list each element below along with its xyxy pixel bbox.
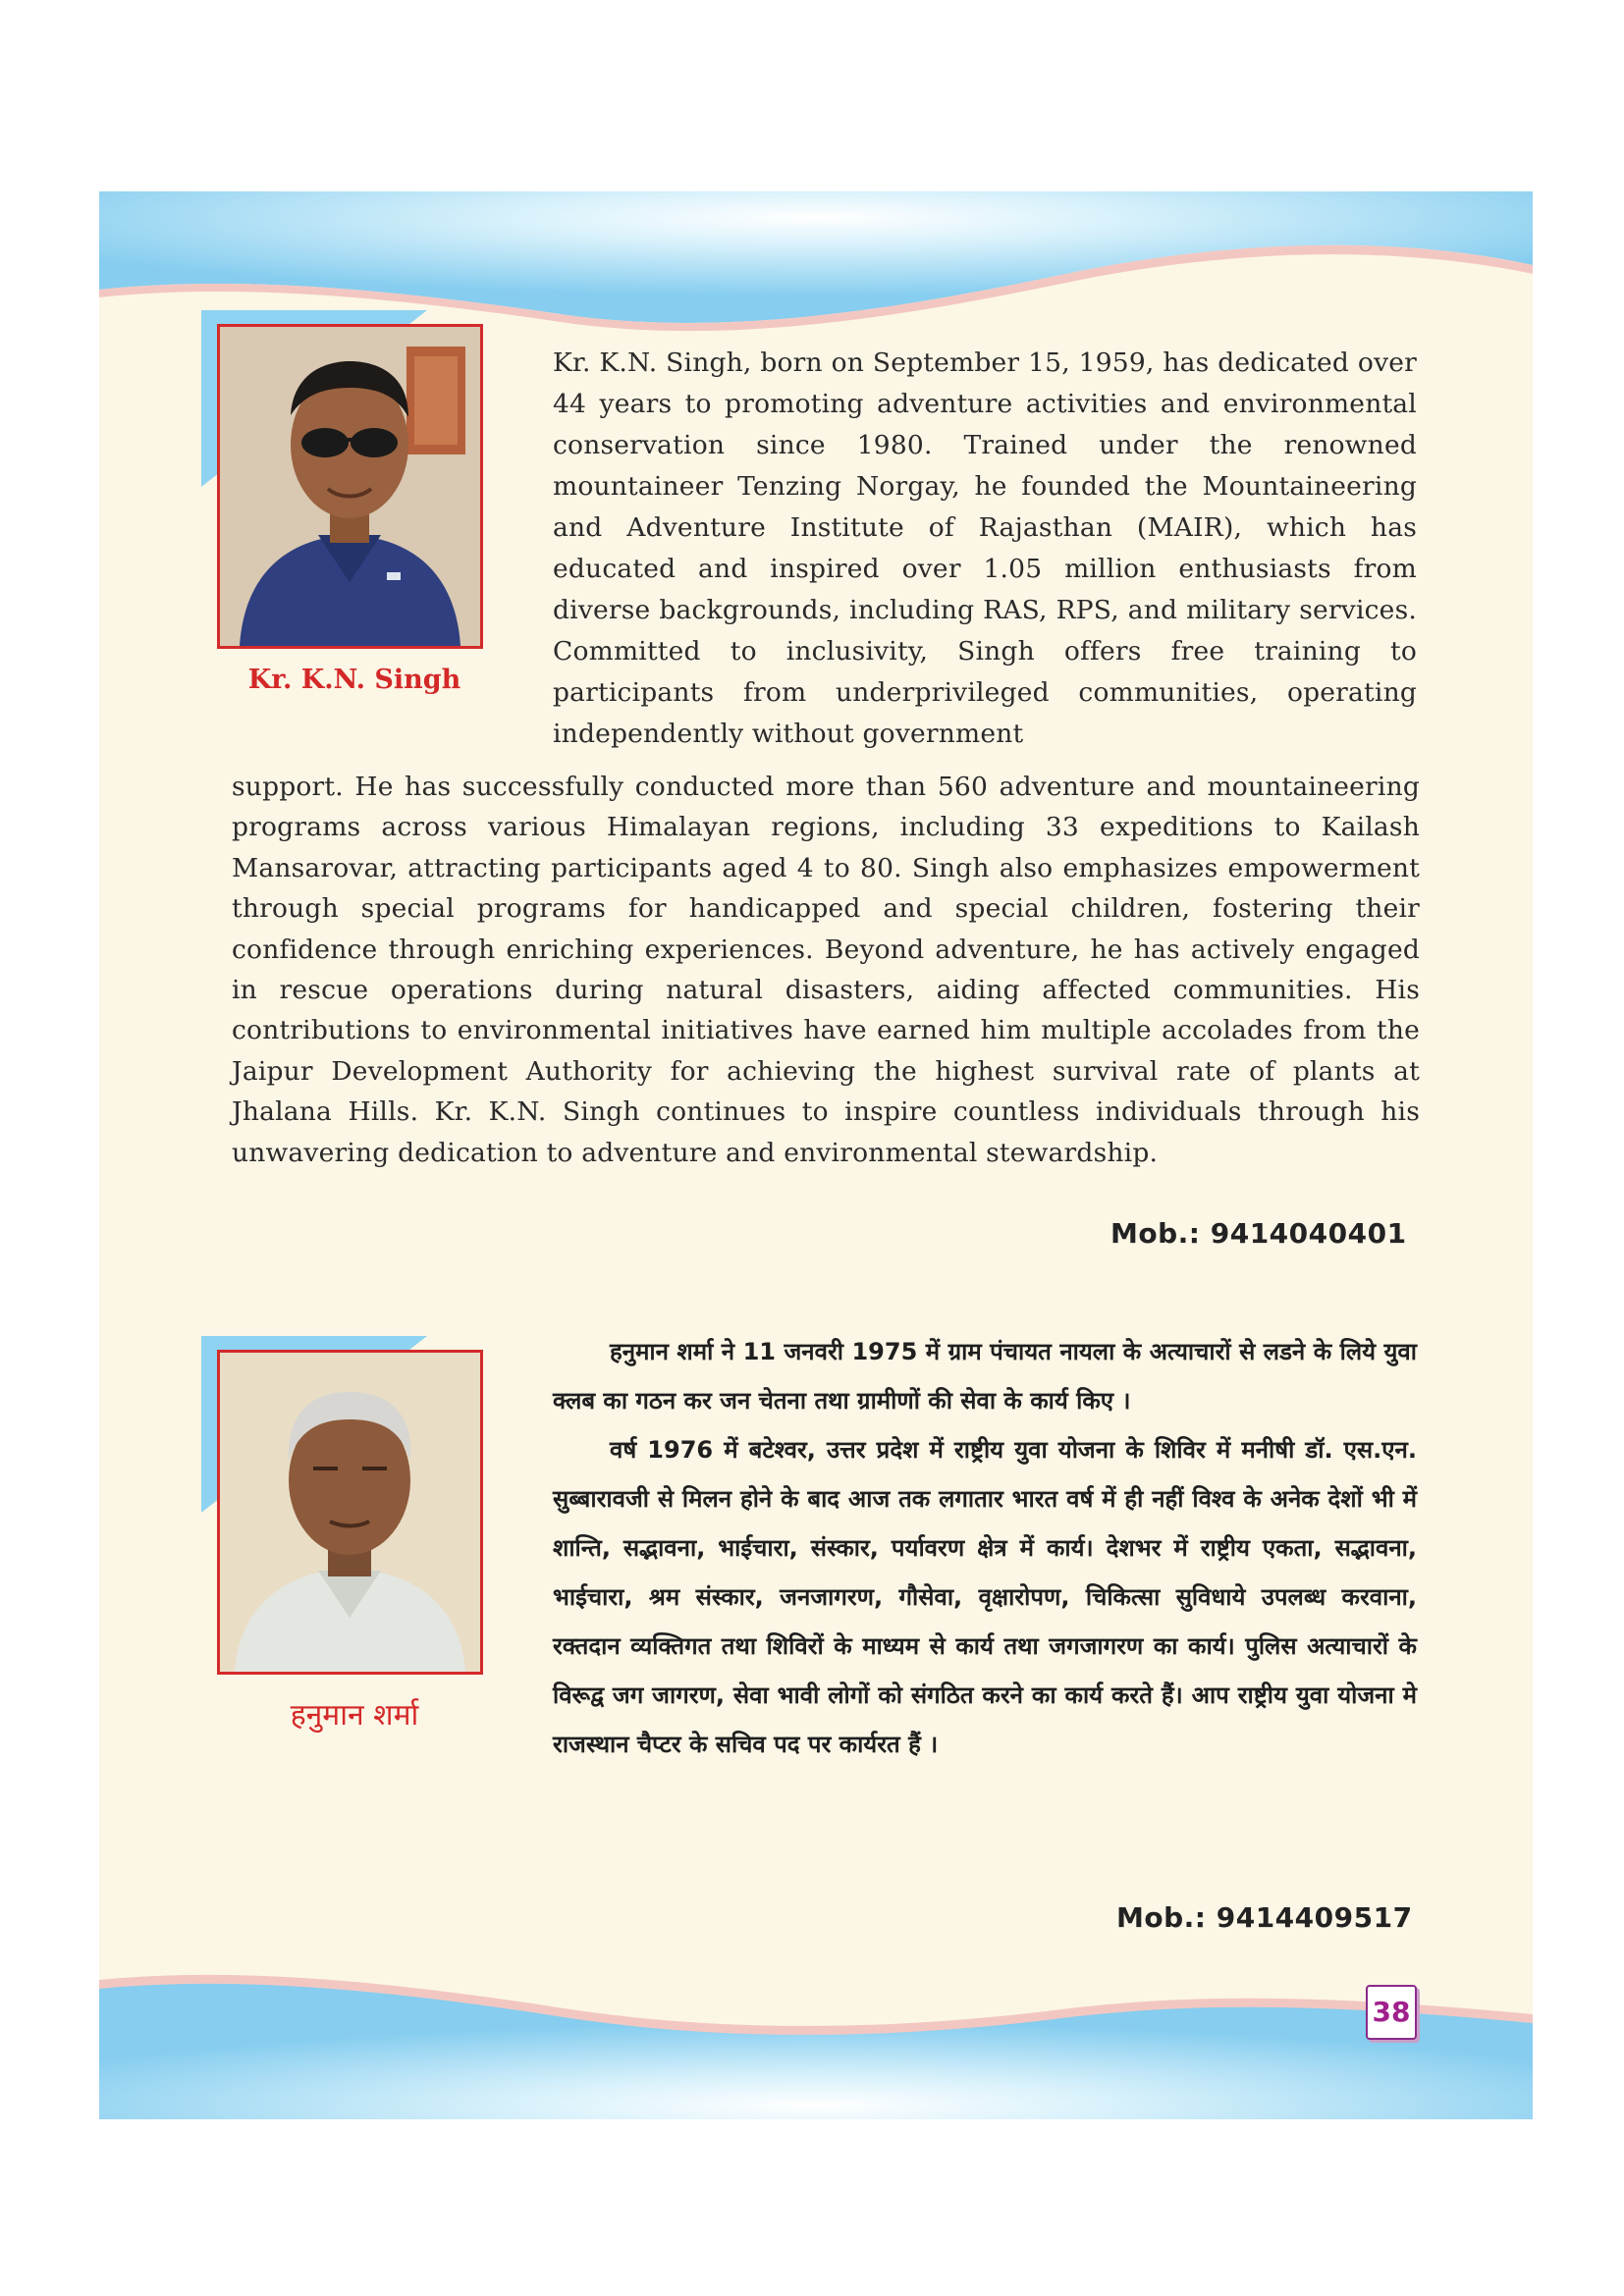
page-frame: [99, 191, 1533, 2119]
profile2-caption: हनुमान शर्मा: [290, 1698, 419, 1733]
profile1-bio-top: Kr. K.N. Singh, born on September 15, 1959, has dedicated over 44 years to promoting adventure activities and environmental conservation since 1980. Trained under the renowned mountaineer Tenzing Norgay, he founded the Mountaineering and Adventure Institute of Rajasthan (MAIR), which has educated and inspired over 1.05 million enthusiasts from diverse backgrounds, including RAS, RPS, and military services. Committed to inclusivity, Singh offers free training to participants from underprivileged communities, operating independently without government: [553, 347, 1417, 749]
elderly-man-image: [220, 1353, 480, 1672]
profile1-bio-bottom: support. He has successfully conducted more than 560 adventure and mountaineering programs across various Himalayan regions, including 33 expeditions to Kailash Mansarovar, attracting participants aged 4 to 80. Singh also emphasizes empowerment through special programs for handicapped and special children, fostering their confidence through enriching experiences. Beyond adventure, he has actively engaged in rescue operations during natural disasters, aiding affected communities. His contributions to environmental initiatives have earned him multiple accolades from the Jaipur Development Authority for achieving the highest survival rate of plants at Jhalana Hills. Kr. K.N. Singh continues to inspire countless individuals through his unwavering dedication to adventure and environmental stewardship.: [232, 772, 1420, 1168]
profile2-photo: [217, 1350, 483, 1675]
profile2-photo-block: [217, 1350, 497, 1674]
profile2-bio-p2: वर्ष 1976 में बटेश्वर, उत्तर प्रदेश में राष्ट्रीय युवा योजना के शिविर में मनीषी डॉ. एस.एन. सुब्बारावजी से मिलन होने के बाद आज तक लगातार भारत वर्ष में ही नहीं विश्व के अनेक देशों भी में शान्ति, सद्भावना, भाईचारा, संस्कार, पर्यावरण क्षेत्र में कार्य। देशभर में राष्ट्रीय एकता, सद्भावना, भाईचारा, श्रम संस्कार, जनजागरण, गौसेवा, वृक्षारोपण, चिकित्सा सुविधाये उपलब्ध करवाना, रक्तदान व्यक्तिगत तथा शिविरों के माध्यम से कार्य तथा जगजागरण का कार्य। पुलिस अत्याचारों के विरूद्व जग जागरण, सेवा भावी लोगों को संगठित करने का कार्य करते हैं। आप राष्ट्रीय युवा योजना मे राजस्थान चैप्टर के सचिव पद पर कार्यरत हैं ।: [553, 1436, 1417, 1758]
profile1-caption: Kr. K.N. Singh: [247, 665, 461, 695]
profile1-photo: [217, 324, 483, 649]
profile2-bio-p1: हनुमान शर्मा ने 11 जनवरी 1975 में ग्राम पंचायत नायला के अत्याचारों से लडने के लिये युवा क्लब का गठन कर जन चेतना तथा ग्रामीणों की सेवा के कार्य किए ।: [553, 1338, 1417, 1415]
profile1-mobile: Mob.: 9414040401: [1110, 1217, 1407, 1250]
profile1-photo-block: [217, 324, 497, 648]
bottom-wave-decoration: [99, 1962, 1533, 2119]
page-number: 38: [1366, 1985, 1417, 2040]
profile2-mobile: Mob.: 9414409517: [1116, 1901, 1413, 1934]
man-in-sunglasses-image: [220, 327, 480, 646]
